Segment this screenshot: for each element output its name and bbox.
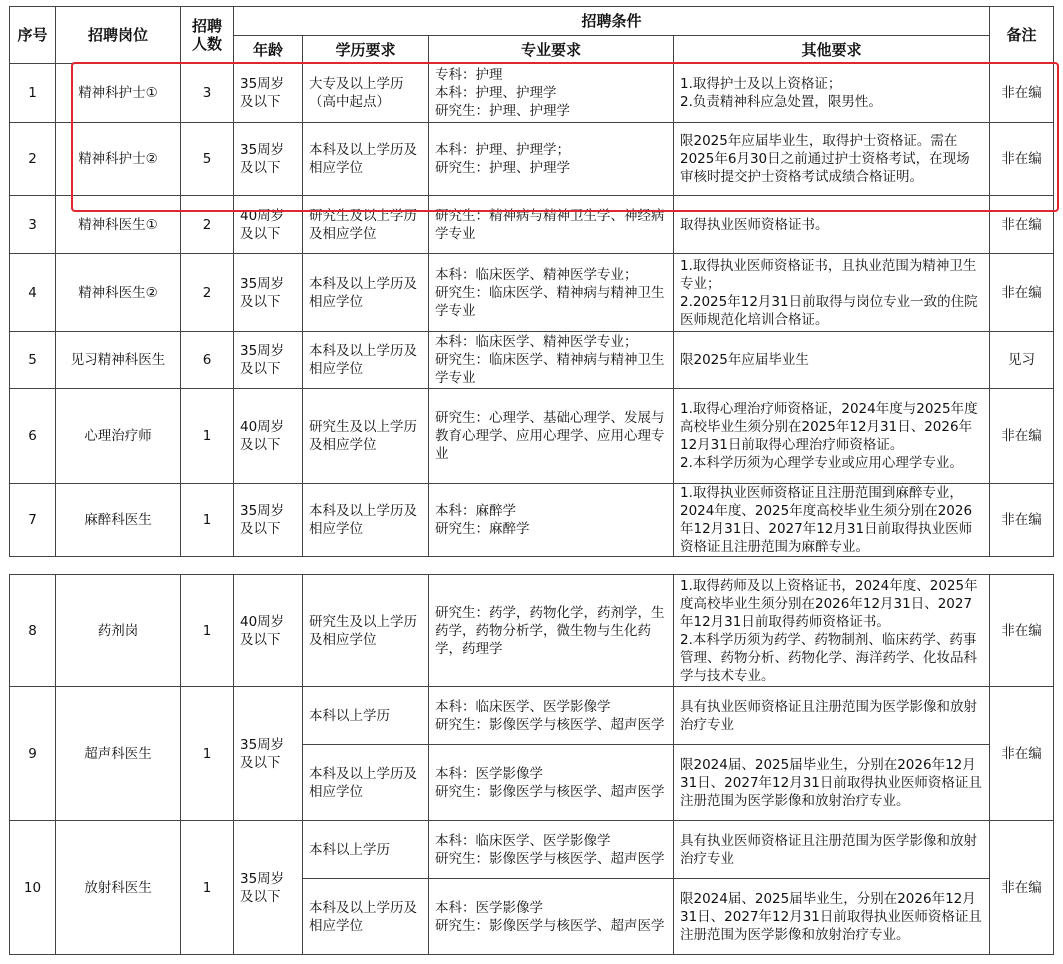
major-requirement: 本科：临床医学、医学影像学 研究生：影像医学与核医学、超声医学 xyxy=(429,821,674,879)
row-number: 6 xyxy=(10,389,56,484)
row-number: 10 xyxy=(10,821,56,955)
other-requirement: 取得执业医师资格证书。 xyxy=(674,196,990,254)
remark: 非在编 xyxy=(990,575,1054,687)
hire-count: 1 xyxy=(181,389,234,484)
position-name: 心理治疗师 xyxy=(56,389,181,484)
remark: 非在编 xyxy=(990,821,1054,955)
row-number: 1 xyxy=(10,64,56,123)
education-requirement: 大专及以上学历（高中起点） xyxy=(303,64,429,123)
position-name: 麻醉科医生 xyxy=(56,484,181,557)
position-name: 精神科护士① xyxy=(56,64,181,123)
position-name: 超声科医生 xyxy=(56,687,181,821)
header-count: 招聘人数 xyxy=(181,7,234,64)
hire-count: 6 xyxy=(181,332,234,389)
major-requirement: 本科：医学影像学 研究生：影像医学与核医学、超声医学 xyxy=(429,879,674,955)
table-row xyxy=(10,123,1054,196)
education-requirement: 本科及以上学历及相应学位 xyxy=(303,254,429,332)
table-row xyxy=(10,196,1054,254)
table-row xyxy=(10,332,1054,389)
major-requirement: 本科：临床医学、医学影像学 研究生：影像医学与核医学、超声医学 xyxy=(429,687,674,745)
other-requirement: 具有执业医师资格证且注册范围为医学影像和放射治疗专业 xyxy=(674,687,990,745)
row-number: 2 xyxy=(10,123,56,196)
header-remark: 备注 xyxy=(990,7,1054,64)
major-requirement: 本科：临床医学、精神医学专业； 研究生：临床医学、精神病与精神卫生学专业 xyxy=(429,254,674,332)
other-requirement: 1.取得执业医师资格证且注册范围到麻醉专业，2024年度、2025年度高校毕业生须分别在2026年12月31日、2027年12月31日前取得执业医师资格证且注册范围为麻醉专业。 xyxy=(674,484,990,557)
table-row xyxy=(10,484,1054,557)
remark: 见习 xyxy=(990,332,1054,389)
position-name: 精神科医生① xyxy=(56,196,181,254)
hire-count: 5 xyxy=(181,123,234,196)
education-requirement: 本科及以上学历及相应学位 xyxy=(303,745,429,821)
header-age: 年龄 xyxy=(234,36,303,64)
hire-count: 1 xyxy=(181,575,234,687)
other-requirement: 1.取得心理治疗师资格证，2024年度与2025年度高校毕业生须分别在2025年12月31日、2026年12月31日前取得心理治疗师资格证。 2.本科学历须为心理学专业或应用心理学专业。 xyxy=(674,389,990,484)
other-requirement: 限2024届、2025届毕业生，分别在2026年12月31日、2027年12月31日前取得执业医师资格证且注册范围为医学影像和放射治疗专业。 xyxy=(674,879,990,955)
major-requirement: 研究生：精神病与精神卫生学、神经病学专业 xyxy=(429,196,674,254)
education-requirement: 研究生及以上学历及相应学位 xyxy=(303,389,429,484)
other-requirement: 1.取得药师及以上资格证书，2024年度、2025年度高校毕业生须分别在2026年12月31日、2027年12月31日前取得药师资格证书。 2.本科学历须为药学、药物制剂、临床药学、药事管理、药物分析、药物化学、海洋药学、化妆品科学与技术专业。 xyxy=(674,575,990,687)
other-requirement: 限2024届、2025届毕业生，分别在2026年12月31日、2027年12月31日前取得执业医师资格证且注册范围为医学影像和放射治疗专业。 xyxy=(674,745,990,821)
table-row xyxy=(10,687,1054,745)
age-requirement: 40周岁及以下 xyxy=(234,575,303,687)
row-number: 5 xyxy=(10,332,56,389)
recruitment-table-part1 xyxy=(9,6,1054,557)
position-name: 见习精神科医生 xyxy=(56,332,181,389)
other-requirement: 限2025年应届毕业生，取得护士资格证。需在2025年6月30日之前通过护士资格考试，在现场审核时提交护士资格考试成绩合格证明。 xyxy=(674,123,990,196)
remark: 非在编 xyxy=(990,484,1054,557)
education-requirement: 本科以上学历 xyxy=(303,687,429,745)
other-requirement: 1.取得护士及以上资格证； 2.负责精神科应急处置，限男性。 xyxy=(674,64,990,123)
position-name: 精神科护士② xyxy=(56,123,181,196)
age-requirement: 35周岁及以下 xyxy=(234,484,303,557)
table-row xyxy=(10,64,1054,123)
education-requirement: 研究生及以上学历及相应学位 xyxy=(303,575,429,687)
major-requirement: 研究生：药学，药物化学，药剂学，生药学，药物分析学，微生物与生化药学，药理学 xyxy=(429,575,674,687)
hire-count: 1 xyxy=(181,484,234,557)
header-education: 学历要求 xyxy=(303,36,429,64)
remark: 非在编 xyxy=(990,687,1054,821)
row-number: 9 xyxy=(10,687,56,821)
row-number: 7 xyxy=(10,484,56,557)
header-seq: 序号 xyxy=(10,7,56,64)
major-requirement: 专科：护理 本科：护理、护理学 研究生：护理、护理学 xyxy=(429,64,674,123)
remark: 非在编 xyxy=(990,123,1054,196)
header-position: 招聘岗位 xyxy=(56,7,181,64)
education-requirement: 本科及以上学历及相应学位 xyxy=(303,332,429,389)
age-requirement: 35周岁及以下 xyxy=(234,64,303,123)
other-requirement: 具有执业医师资格证且注册范围为医学影像和放射治疗专业 xyxy=(674,821,990,879)
row-number: 3 xyxy=(10,196,56,254)
table-row xyxy=(10,821,1054,879)
education-requirement: 本科及以上学历及相应学位 xyxy=(303,123,429,196)
education-requirement: 本科以上学历 xyxy=(303,821,429,879)
other-requirement: 1.取得执业医师资格证书，且执业范围为精神卫生专业； 2.2025年12月31日前取得与岗位专业一致的住院医师规范化培训合格证。 xyxy=(674,254,990,332)
age-requirement: 35周岁及以下 xyxy=(234,254,303,332)
hire-count: 1 xyxy=(181,687,234,821)
header-major: 专业要求 xyxy=(429,36,674,64)
hire-count: 2 xyxy=(181,196,234,254)
hire-count: 3 xyxy=(181,64,234,123)
remark: 非在编 xyxy=(990,196,1054,254)
major-requirement: 本科：麻醉学 研究生：麻醉学 xyxy=(429,484,674,557)
row-number: 8 xyxy=(10,575,56,687)
major-requirement: 研究生：心理学、基础心理学、发展与教育心理学、应用心理学、应用心理专业 xyxy=(429,389,674,484)
header-other: 其他要求 xyxy=(674,36,990,64)
other-requirement: 限2025年应届毕业生 xyxy=(674,332,990,389)
position-name: 放射科医生 xyxy=(56,821,181,955)
education-requirement: 本科及以上学历及相应学位 xyxy=(303,879,429,955)
age-requirement: 35周岁及以下 xyxy=(234,821,303,955)
hire-count: 1 xyxy=(181,821,234,955)
header-conditions: 招聘条件 xyxy=(234,7,990,36)
age-requirement: 40周岁及以下 xyxy=(234,196,303,254)
age-requirement: 35周岁及以下 xyxy=(234,687,303,821)
position-name: 药剂岗 xyxy=(56,575,181,687)
age-requirement: 35周岁及以下 xyxy=(234,332,303,389)
major-requirement: 本科：医学影像学 研究生：影像医学与核医学、超声医学 xyxy=(429,745,674,821)
remark: 非在编 xyxy=(990,389,1054,484)
hire-count: 2 xyxy=(181,254,234,332)
major-requirement: 本科：临床医学、精神医学专业； 研究生：临床医学、精神病与精神卫生学专业 xyxy=(429,332,674,389)
table-row xyxy=(10,254,1054,332)
education-requirement: 本科及以上学历及相应学位 xyxy=(303,484,429,557)
recruitment-table-part2 xyxy=(9,574,1054,955)
remark: 非在编 xyxy=(990,254,1054,332)
major-requirement: 本科：护理、护理学； 研究生：护理、护理学 xyxy=(429,123,674,196)
education-requirement: 研究生及以上学历及相应学位 xyxy=(303,196,429,254)
row-number: 4 xyxy=(10,254,56,332)
remark: 非在编 xyxy=(990,64,1054,123)
page-gap xyxy=(0,562,1063,572)
table-row xyxy=(10,575,1054,687)
age-requirement: 40周岁及以下 xyxy=(234,389,303,484)
table-row xyxy=(10,389,1054,484)
age-requirement: 35周岁及以下 xyxy=(234,123,303,196)
position-name: 精神科医生② xyxy=(56,254,181,332)
